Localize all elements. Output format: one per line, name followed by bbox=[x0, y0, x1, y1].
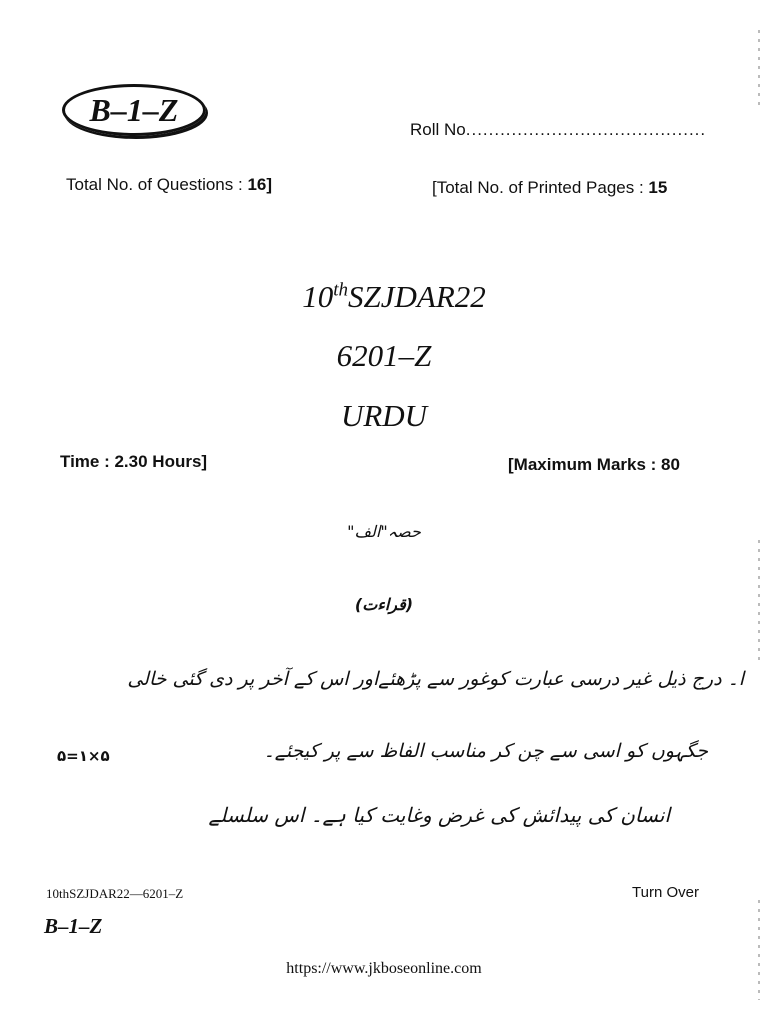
exam-title bbox=[10, 279, 768, 315]
total-questions-value: 16] bbox=[247, 175, 273, 194]
total-pages-value: 15 bbox=[648, 178, 668, 197]
question-1-line-2: جگہوں کو اسی سے چن کر مناسب الفاظ سے پر کیجئے۔ bbox=[263, 740, 708, 762]
question-1-marks: ۵=۱×۵ bbox=[57, 747, 110, 765]
passage-line-1: انسان کی پیدائش کی غرض وغایت کیا ہے۔ اس سلسلے bbox=[208, 803, 670, 827]
roll-number-label: Roll No bbox=[410, 120, 466, 139]
paper-series-badge bbox=[62, 84, 206, 136]
section-subheading: (قراءت) bbox=[354, 595, 414, 614]
page-edge-mark bbox=[758, 540, 760, 660]
roll-number-field bbox=[410, 120, 706, 140]
exam-grade-suffix: th bbox=[333, 279, 348, 301]
maximum-marks: [Maximum Marks : 80 bbox=[508, 455, 680, 474]
total-questions bbox=[66, 175, 272, 195]
footer-series: B–1–Z bbox=[44, 914, 103, 938]
paper-series-text: B–1–Z bbox=[89, 91, 179, 128]
subject-title: URDU bbox=[340, 398, 428, 433]
total-questions-label: Total No. of Questions : bbox=[66, 175, 243, 194]
exam-code: SZJDAR22 bbox=[348, 279, 486, 314]
total-pages-label: [Total No. of Printed Pages : bbox=[432, 178, 644, 197]
exam-grade: 10 bbox=[302, 279, 334, 314]
turn-over-text: Turn Over bbox=[632, 884, 699, 901]
source-url: https://www.jkboseonline.com bbox=[286, 960, 482, 977]
roll-number-dots: .......................................... bbox=[465, 120, 707, 139]
page-edge-mark bbox=[758, 30, 760, 110]
footer-paper-code: 10thSZJDAR22—6201–Z bbox=[46, 886, 184, 901]
question-1-line-1: ا۔ درج ذیل غیر درسی عبارت کوغور سے پڑھئےاور اس کے آخر پر دی گئی خالی bbox=[127, 668, 744, 690]
exam-time: Time : 2.30 Hours] bbox=[60, 452, 208, 471]
paper-code: 6201–Z bbox=[336, 338, 432, 373]
page-edge-mark bbox=[758, 900, 760, 1000]
total-pages bbox=[432, 178, 667, 198]
section-heading: حصہ"الف" bbox=[347, 522, 421, 541]
